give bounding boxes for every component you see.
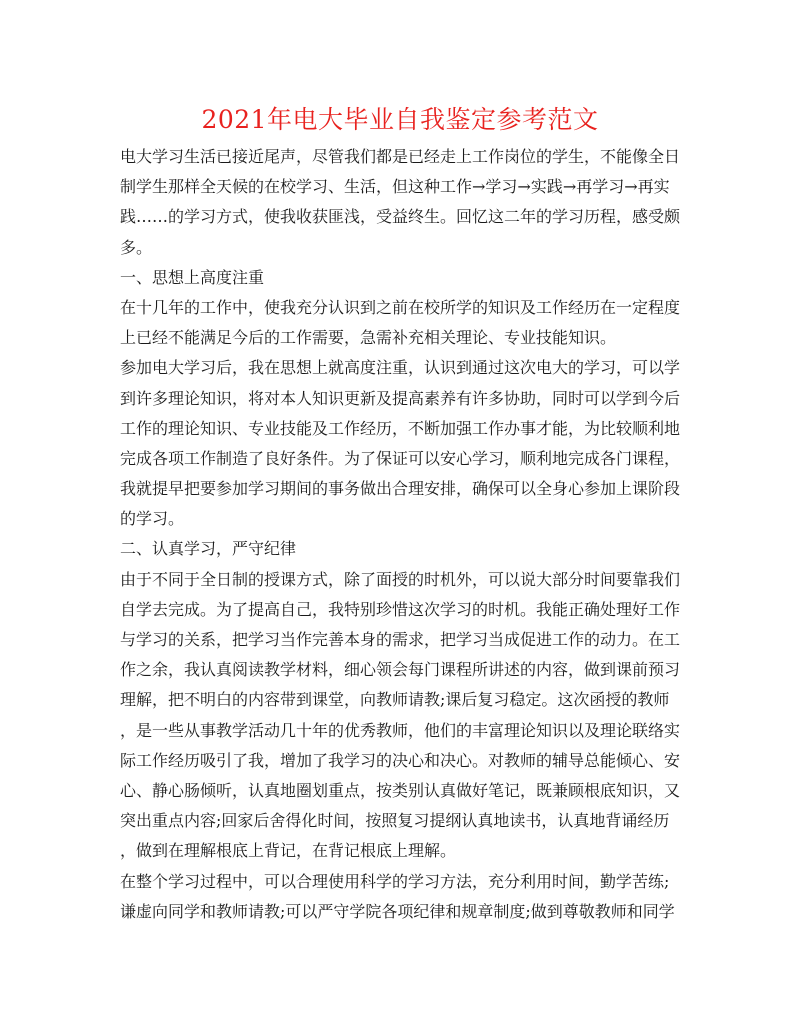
paragraph [120,353,680,534]
heading-text: 一、思想上高度注重 [120,267,265,287]
section-heading [120,534,680,564]
paragraph [120,142,680,263]
paragraph-line: 心、静心肠倾听，认真地圈划重点，按类别认真做好笔记，既兼顾根底知识，又 [120,780,680,800]
paragraph-line: 作之余，我认真阅读教学材料，细心领会每门课程所讲述的内容，做到课前预习 [120,660,680,680]
paragraph-line: 在十几年的工作中，使我充分认识到之前在校所学的知识及工作经历在一定程度 [120,297,680,317]
paragraph-line: 自学去完成。为了提高自己，我特别珍惜这次学习的时机。我能正确处理好工作 [120,599,680,619]
paragraph-line: 践……的学习方式，使我收获匪浅，受益终生。回忆这二年的学习历程，感受颇 [120,207,680,227]
paragraph-line: 到许多理论知识，将对本人知识更新及提高素养有许多协助，同时可以学到今后 [120,388,680,408]
paragraph [120,565,680,867]
paragraph-line: 与学习的关系，把学习当作完善本身的需求，把学习当成促进工作的动力。在工 [120,630,680,649]
paragraph [120,293,680,353]
section-heading [120,263,680,293]
document-title: 2021年电大毕业自我鉴定参考范文 [201,105,599,134]
document-body [120,142,680,927]
paragraph-line: 际工作经历吸引了我，增加了我学习的决心和决心。对教师的辅导总能倾心、安 [120,750,680,770]
paragraph-line: ，做到在理解根底上背记，在背记根底上理解。 [120,841,457,861]
paragraph-line: 参加电大学习后，我在思想上就高度注重，认识到通过这次电大的学习，可以学 [120,358,680,378]
paragraph-line: 谦虚向同学和教师请教;可以严守学院各项纪律和规章制度;做到尊敬教师和同学 [120,901,675,921]
heading-text: 二、认真学习，严守纪律 [120,539,297,559]
paragraph-line: 多。 [120,237,153,257]
paragraph-line: 完成各项工作制造了良好条件。为了保证可以安心学习，顺利地完成各门课程， [120,448,680,468]
paragraph-line: 由于不同于全日制的授课方式，除了面授的时机外，可以说大部分时间要靠我们 [120,569,680,589]
paragraph-line: ，是一些从事教学活动几十年的优秀教师，他们的丰富理论知识以及理论联络实 [120,720,680,740]
paragraph-line: 突出重点内容;回家后舍得化时间，按照复习提纲认真地读书，认真地背诵经历 [120,811,670,831]
paragraph-line: 理解，把不明白的内容带到课堂，向教师请教;课后复习稳定。这次函授的教师 [120,690,670,710]
paragraph-line: 制学生那样全天候的在校学习、生活，但这种工作→学习→实践→再学习→再实 [120,177,670,197]
paragraph-line: 在整个学习过程中，可以合理使用科学的学习方法，充分利用时间，勤学苦练; [120,871,670,891]
paragraph [120,867,680,927]
paragraph-line: 工作的理论知识、专业技能及工作经历，不断加强工作办事才能，为比较顺利地 [120,418,680,438]
paragraph-line: 我就提早把要参加学习期间的事务做出合理安排，确保可以全身心参加上课阶段 [120,479,680,499]
paragraph-line: 上已经不能满足今后的工作需要，急需补充相关理论、专业技能知识。 [120,328,617,348]
paragraph-line: 的学习。 [120,509,185,529]
paragraph-line: 电大学习生活已接近尾声，尽管我们都是已经走上工作岗位的学生，不能像全日 [120,147,680,166]
